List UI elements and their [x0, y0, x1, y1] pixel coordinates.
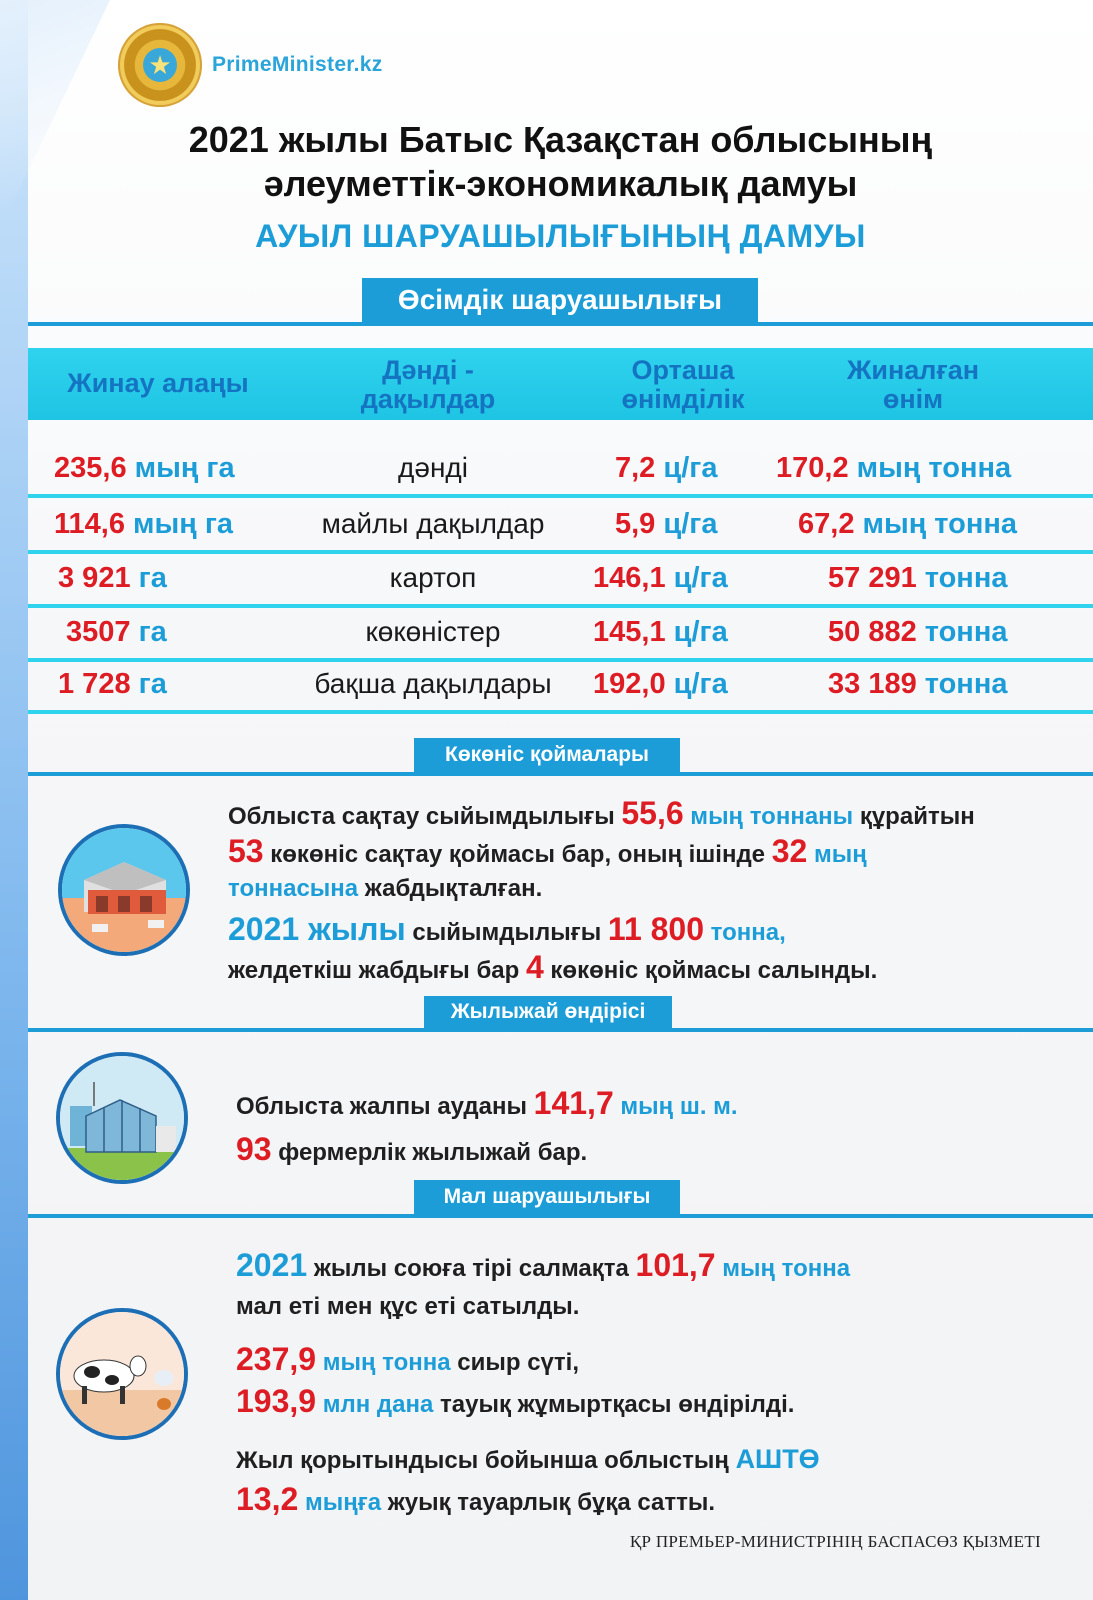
site-name[interactable]: PrimeMinister.kz	[212, 53, 383, 76]
header-yield-line2: өнімділік	[621, 384, 745, 414]
area-cell: 3 921 га	[58, 562, 167, 594]
page-title	[28, 118, 1093, 206]
table-row	[28, 662, 1093, 714]
crop-name: көкөністер	[365, 616, 501, 647]
yield-cell: 7,2 ц/га	[615, 452, 718, 484]
section-label-greenhouse: Жылыжай өндірісі	[424, 996, 672, 1028]
section-divider	[28, 1028, 1093, 1032]
crops-table-header	[28, 348, 1093, 420]
area-cell: 114,6 мың га	[54, 508, 234, 540]
state-emblem-icon: ★	[118, 23, 202, 107]
crop-name: картоп	[389, 562, 477, 593]
livestock-icon	[56, 1308, 188, 1440]
area-cell: 235,6 мың га	[54, 452, 235, 484]
header-crop-line1: Дәнді -	[382, 355, 474, 385]
section-label-storage: Көкөніс қоймалары	[414, 738, 680, 772]
header-harvest-line1: Жиналған	[846, 355, 980, 385]
harvest-cell: 50 882 тонна	[828, 616, 1008, 648]
livestock-paragraph-1: 2021 жылы союға тірі салмақта 101,7 мың тонна мал еті мен құс еті сатылды.	[236, 1247, 851, 1320]
crop-name: бақша дақылдары	[314, 668, 552, 699]
title-line-1: 2021 жылы Батыс Қазақстан облысының	[188, 119, 933, 160]
table-row	[28, 556, 1093, 608]
area-cell: 3507 га	[66, 616, 167, 648]
yield-cell: 5,9 ц/га	[615, 508, 718, 540]
section-divider	[28, 772, 1093, 776]
storage-paragraph-2: 2021 жылы сыйымдылығы 11 800 тонна, желдеткіш жабдығы бар 4 көкөніс қоймасы салынды.	[228, 911, 878, 985]
title-line-2: әлеуметтік-экономикалық дамуы	[263, 163, 858, 204]
table-row	[28, 502, 1093, 554]
header-crop	[308, 356, 548, 414]
table-row	[28, 446, 1093, 498]
header-area: Жинау алаңы	[67, 368, 249, 398]
greenhouse-paragraph: Облыста жалпы ауданы 141,7 мың ш. м. 93 фермерлік жылыжай бар.	[236, 1085, 738, 1167]
header-yield-line1: Орташа	[631, 355, 735, 385]
header	[118, 20, 383, 110]
livestock-paragraph-2: 237,9 мың тонна сиыр сүті, 193,9 млн дана тауық жұмыртқасы өндірілді.	[236, 1341, 795, 1419]
table-row	[28, 610, 1093, 662]
warehouse-icon	[58, 824, 190, 956]
harvest-cell: 67,2 мың тонна	[798, 508, 1018, 540]
left-stripe	[0, 0, 28, 1600]
livestock-paragraph-3: Жыл қорытындысы бойынша облыстың АШТӨ 13,2 мыңға жуық тауарлық бұқа сатты.	[236, 1444, 820, 1517]
storage-paragraph-1: Облыста сақтау сыйымдылығы 55,6 мың тоннаны құрайтын 53 көкөніс сақтау қоймасы бар, оның ішінде 32 мың тоннасына жабдықталған.	[228, 795, 975, 902]
footer-credit: ҚР ПРЕМЬЕР-МИНИСТРІНІҢ БАСПАСӨЗ ҚЫЗМЕТІ	[629, 1532, 1041, 1551]
yield-cell: 145,1 ц/га	[593, 616, 728, 648]
yield-cell: 146,1 ц/га	[593, 562, 728, 594]
harvest-cell: 57 291 тонна	[828, 562, 1008, 594]
page-subtitle: АУЫЛ ШАРУАШЫЛЫҒЫНЫҢ ДАМУЫ	[255, 218, 866, 254]
crop-name: дәнді	[398, 452, 468, 483]
section-divider	[28, 1214, 1093, 1218]
yield-cell: 192,0 ц/га	[593, 668, 728, 700]
area-cell: 1 728 га	[58, 668, 167, 700]
harvest-cell: 33 189 тонна	[828, 668, 1008, 700]
header-yield	[588, 356, 778, 414]
greenhouse-icon	[56, 1052, 188, 1184]
section-divider	[28, 322, 1093, 326]
section-label-crops: Өсімдік шаруашылығы	[362, 278, 758, 322]
header-harvest-line2: өнім	[882, 384, 944, 414]
header-harvest	[808, 356, 1018, 414]
crop-name: майлы дақылдар	[321, 508, 545, 539]
section-label-livestock: Мал шаруашылығы	[414, 1180, 680, 1214]
harvest-cell: 170,2 мың тонна	[776, 452, 1012, 484]
header-crop-line2: дақылдар	[360, 384, 496, 414]
